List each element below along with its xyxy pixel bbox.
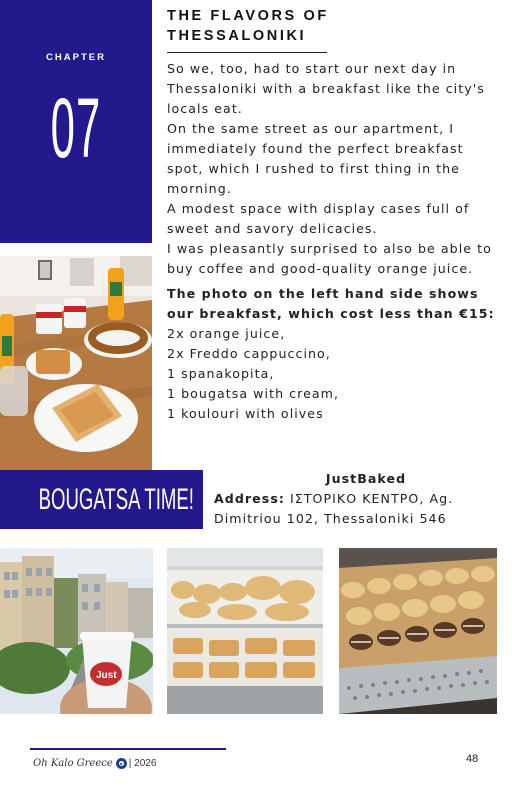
page-number: 48	[466, 753, 479, 765]
page-title	[167, 6, 497, 46]
breakfast-item: 1 spanakopita,	[167, 366, 275, 381]
cookie-display-photo	[339, 548, 497, 714]
banner-text: BOUGATSA TIME!	[38, 483, 194, 516]
footer-year: | 2026	[128, 758, 157, 769]
signature-text: Oh Kalo Greece	[33, 758, 113, 769]
address-label: Address:	[214, 491, 285, 506]
title-underline	[167, 52, 327, 53]
address-value: ΙΣΤΟΡΙΚΟ ΚΕΝΤΡΟ, Ag. Dimitriou 102, Thessaloniki 546	[214, 491, 454, 526]
chapter-block	[0, 0, 152, 243]
cookie-display-illustration	[339, 548, 497, 714]
pastry-display-illustration	[167, 548, 323, 714]
breakfast-illustration	[0, 256, 152, 470]
chapter-label: CHAPTER	[46, 52, 106, 63]
cup-logo-text: Just	[96, 670, 117, 681]
shop-info	[214, 469, 508, 529]
evil-eye-icon	[116, 758, 127, 769]
paragraph: On the same street as our apartment, I immediately found the perfect breakfast spot, which I rushed to first thing in the morning.	[167, 121, 464, 196]
paragraph: A modest space with display cases full of sweet and savory delicacies.	[167, 201, 470, 236]
pastry-display-photo	[167, 548, 323, 714]
paragraph: So we, too, had to start our next day in Thessaloniki with a breakfast like the city's locals eat.	[167, 61, 485, 116]
footer-rule	[30, 748, 226, 750]
paragraph: I was pleasantly surprised to also be able to buy coffee and good-quality orange juice.	[167, 241, 492, 276]
title-line-2: THESSALONIKI	[167, 28, 307, 44]
shop-name: JustBaked	[325, 471, 407, 486]
breakfast-item: 1 koulouri with olives	[167, 406, 324, 421]
breakfast-intro: The photo on the left hand side shows our breakfast, which cost less than €15:	[167, 286, 495, 321]
street-coffee-illustration	[0, 548, 153, 714]
street-coffee-photo	[0, 548, 153, 714]
breakfast-item: 1 bougatsa with cream,	[167, 386, 340, 401]
shop-address	[214, 489, 508, 529]
bougatsa-banner	[0, 470, 203, 529]
footer-signature	[33, 758, 156, 769]
body-text	[167, 59, 502, 424]
breakfast-item: 2x orange juice,	[167, 326, 286, 341]
chapter-number: 07	[50, 81, 102, 175]
title-line-1: THE FLAVORS OF	[167, 8, 329, 24]
breakfast-photo	[0, 256, 152, 470]
breakfast-item: 2x Freddo cappuccino,	[167, 346, 331, 361]
